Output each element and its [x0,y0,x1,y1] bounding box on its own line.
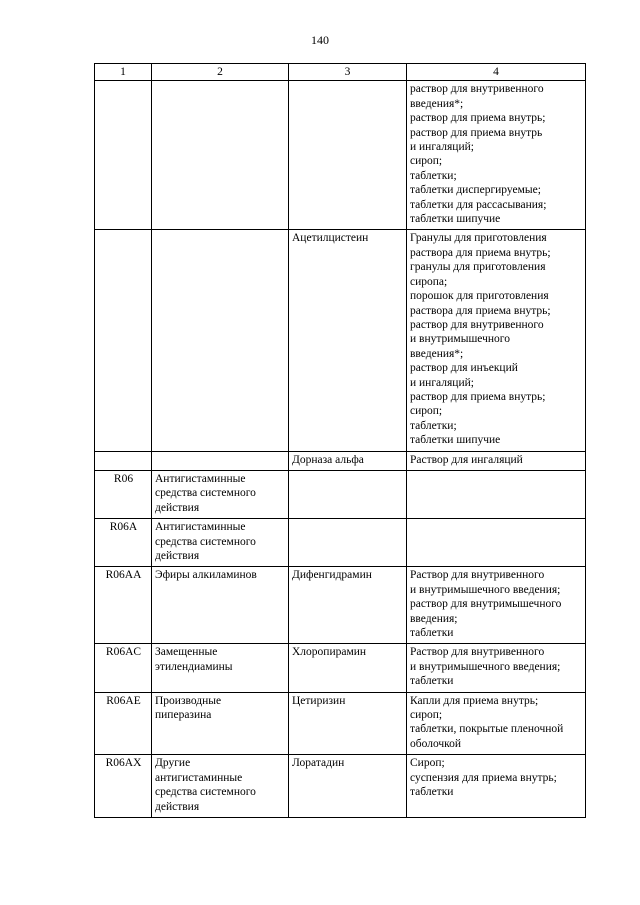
atc-code-cell: R06A [95,519,152,567]
dosage-form-cell-line: раствора для приема внутрь; [410,304,551,317]
dosage-form-cell [407,81,586,230]
dosage-form-cell-line: Раствор для ингаляций [410,453,523,466]
group-cell-line: средства системного [155,786,256,799]
substance-cell [289,692,407,755]
atc-code-cell [95,230,152,451]
group-cell [152,81,289,230]
dosage-form-cell [407,692,586,755]
atc-code-cell: R06 [95,470,152,518]
dosage-form-cell-line: раствор для внутримышечного [410,598,562,611]
table-row [95,451,586,470]
column-header: 2 [152,64,289,81]
substance-cell [289,567,407,644]
dosage-form-cell-line: таблетки [410,786,454,799]
dosage-form-cell-line: и ингаляций; [410,141,474,154]
substance-cell-line: Хлоропирамин [292,646,367,659]
table-body [95,81,586,818]
group-cell-line: средства системного [155,487,256,500]
table-row [95,519,586,567]
dosage-form-cell-line: введения; [410,612,458,625]
group-cell [152,470,289,518]
atc-code-cell: R06AE [95,692,152,755]
atc-code-cell: R06AX [95,755,152,818]
dosage-form-cell-line: Раствор для внутривенного [410,569,545,582]
substance-cell [289,470,407,518]
table-row [95,230,586,451]
group-cell-line: средства системного [155,535,256,548]
group-cell [152,692,289,755]
dosage-form-cell-line: раствор для приема внутрь [410,126,543,139]
group-cell-line: действия [155,550,200,562]
table-row [95,755,586,818]
dosage-form-cell-line: и ингаляций; [410,376,474,389]
dosage-form-cell [407,519,586,567]
dosage-form-cell-line: и внутримышечного введения; [410,583,561,596]
dosage-form-cell-line: раствор для приема внутрь; [410,390,546,403]
column-header: 1 [95,64,152,81]
dosage-form-cell-line: порошок для приготовления [410,290,549,303]
table-row [95,692,586,755]
dosage-form-cell-line: введения*; [410,347,464,360]
dosage-form-cell-line: раствор для внутривенного [410,83,544,96]
dosage-form-cell-line: таблетки шипучие [410,213,501,226]
dosage-form-cell [407,755,586,818]
group-cell [152,755,289,818]
header-row [95,64,586,81]
drug-table [94,63,586,818]
dosage-form-cell-line: раствора для приема внутрь; [410,246,551,259]
dosage-form-cell-line: раствор для внутривенного [410,318,544,331]
dosage-form-cell [407,230,586,451]
dosage-form-cell-line: оболочкой [410,737,462,750]
dosage-form-cell-line: Сироп; [410,757,445,770]
substance-cell-line: Лоратадин [292,757,345,770]
substance-cell [289,644,407,692]
dosage-form-cell [407,644,586,692]
column-header: 4 [407,64,586,81]
group-cell-line: действия [155,800,200,813]
column-header: 3 [289,64,407,81]
dosage-form-cell-line: раствор для инъекций [410,362,518,375]
substance-cell [289,230,407,451]
substance-cell [289,81,407,230]
substance-cell [289,519,407,567]
group-cell-line: Антигистаминные [155,521,246,534]
substance-cell-line: Ацетилцистеин [292,232,369,245]
dosage-form-cell [407,451,586,470]
dosage-form-cell-line: сироп; [410,709,443,722]
page-number: 140 [311,33,329,47]
group-cell-line: Замещенные [155,646,218,659]
group-cell-line: этилендиамины [155,660,233,673]
dosage-form-cell-line: таблетки для рассасывания; [410,198,547,211]
dosage-form-cell-line: и внутримышечного [410,333,510,346]
dosage-form-cell-line: введения*; [410,97,464,110]
table-row [95,567,586,644]
group-cell [152,519,289,567]
dosage-form-cell-line: сироп; [410,405,443,418]
group-cell-line: пиперазина [155,709,212,722]
dosage-form-cell-line: суспензия для приема внутрь; [410,771,557,784]
group-cell-line: антигистаминные [155,771,243,784]
substance-cell-line: Дифенгидрамин [292,569,372,582]
substance-cell [289,755,407,818]
dosage-form-cell-line: сиропа; [410,275,448,288]
table-row [95,644,586,692]
atc-code-cell: R06AA [95,567,152,644]
dosage-form-cell-line: таблетки [410,627,454,640]
dosage-form-cell [407,567,586,644]
table-row [95,81,586,230]
group-cell [152,644,289,692]
dosage-form-cell-line: раствор для приема внутрь; [410,112,546,125]
dosage-form-cell-line: Раствор для внутривенного [410,646,545,659]
substance-cell-line: Цетиризин [292,694,346,707]
atc-code-cell [95,81,152,230]
group-cell-line: Антигистаминные [155,472,246,485]
dosage-form-cell-line: сироп; [410,155,443,168]
dosage-form-cell-line: Капли для приема внутрь; [410,694,539,707]
dosage-form-cell-line: Гранулы для приготовления [410,232,547,245]
atc-code-cell: R06AC [95,644,152,692]
group-cell [152,230,289,451]
dosage-form-cell-line: и внутримышечного введения; [410,660,561,673]
group-cell-line: действия [155,501,200,514]
dosage-form-cell-line: таблетки; [410,169,457,182]
substance-cell [289,451,407,470]
dosage-form-cell-line: гранулы для приготовления [410,261,546,274]
dosage-form-cell [407,470,586,518]
group-cell-line: Эфиры алкиламинов [155,569,257,582]
atc-code-cell [95,451,152,470]
table-row [95,470,586,518]
group-cell [152,451,289,470]
group-cell-line: Производные [155,694,222,707]
group-cell-line: Другие [155,757,191,770]
dosage-form-cell-line: таблетки шипучие [410,434,501,447]
dosage-form-cell-line: таблетки; [410,419,457,432]
dosage-form-cell-line: таблетки диспергируемые; [410,184,541,197]
dosage-form-cell-line: таблетки [410,675,454,688]
substance-cell-line: Дорназа альфа [292,453,364,466]
dosage-form-cell-line: таблетки, покрытые пленочной [410,723,564,736]
group-cell [152,567,289,644]
